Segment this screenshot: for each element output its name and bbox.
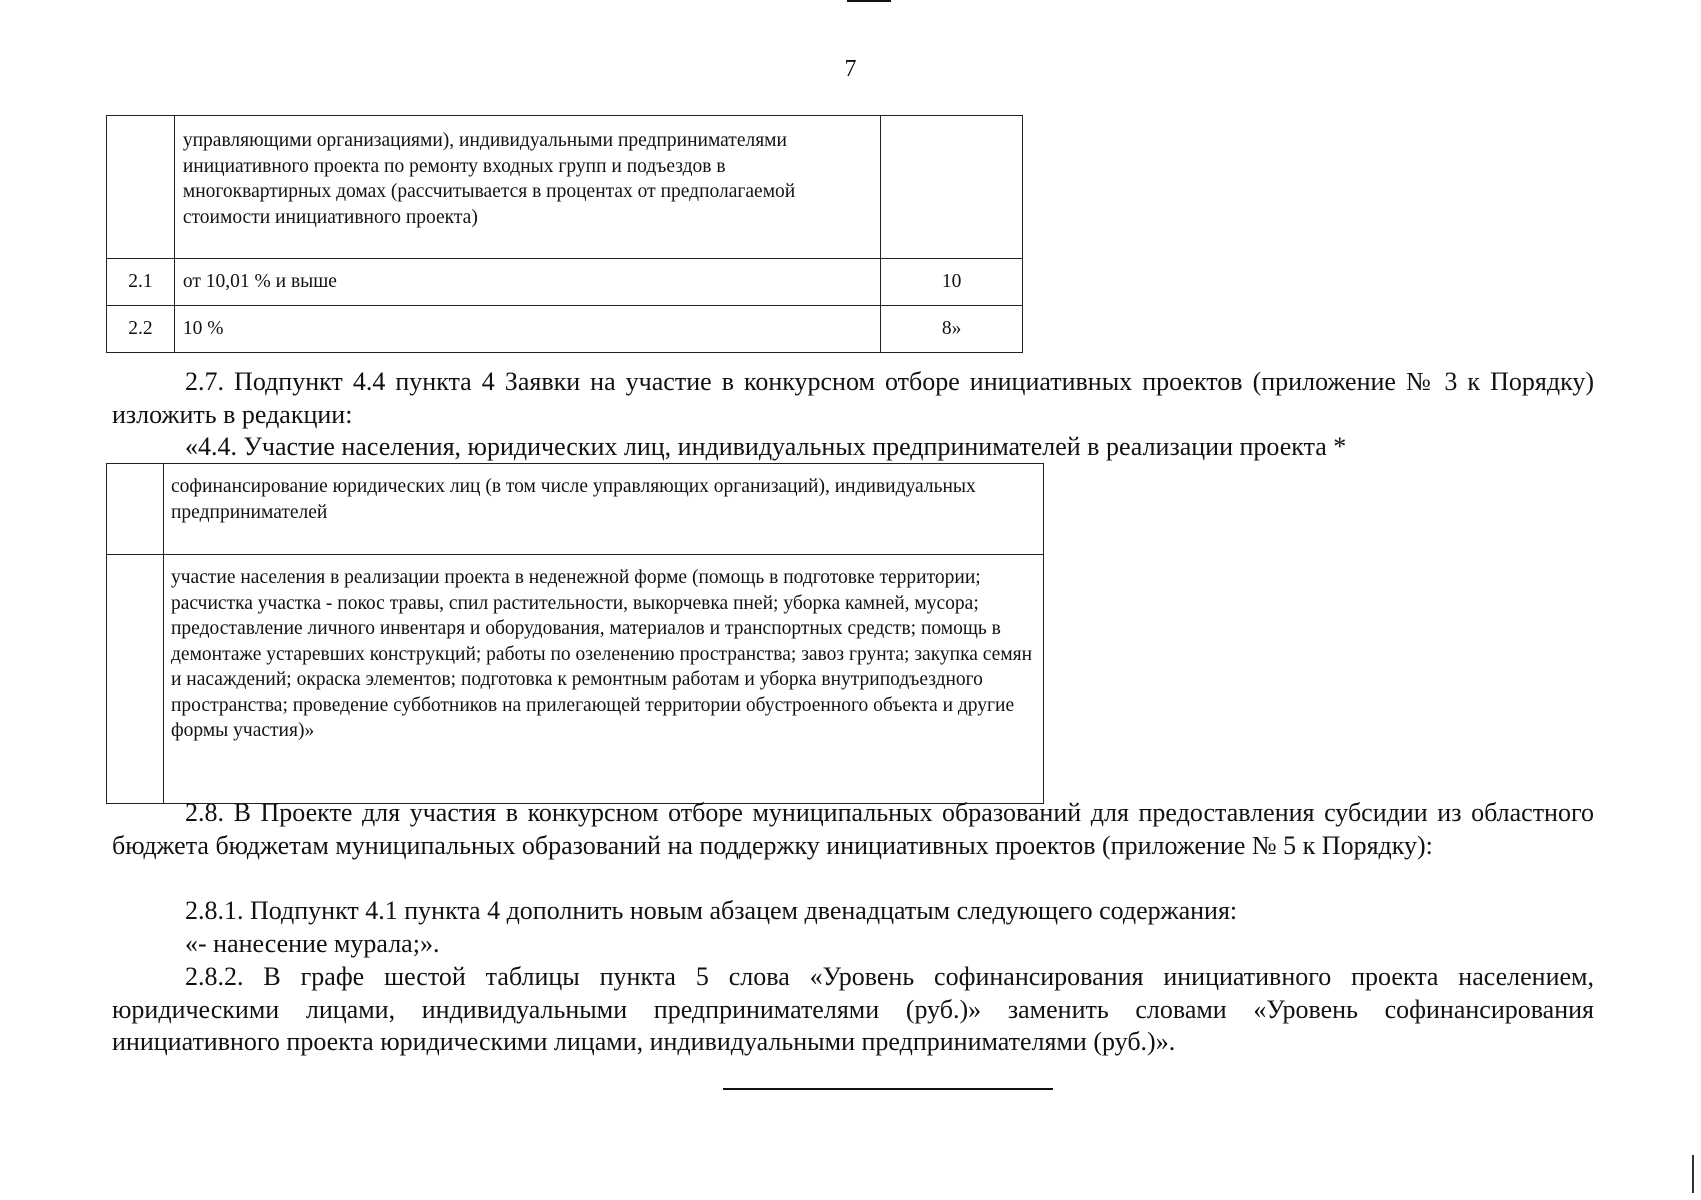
criteria-table	[106, 115, 1023, 353]
table-row	[107, 555, 1044, 804]
table-row	[107, 116, 1023, 259]
paragraph-2-8: 2.8. В Проекте для участия в конкурсном отборе муниципальных образований для предоставления субсидии из областного бюджета бюджетам муниципальных образований на поддержку инициативных проектов (приложение № 5 к Порядку):	[112, 798, 1594, 860]
points-cell: 10	[881, 259, 1023, 306]
page-number: 7	[844, 56, 857, 82]
paragraph-2-8-2: 2.8.2. В графе шестой таблицы пункта 5 слова «Уровень софинансирования инициативного проекта населением, юридическими лицами, индивидуальными предпринимателями (руб.)» заменить словами «Уровень софинансирования инициативного проекта юридическими лицами, индивидуальными предпринимателями (руб.)».	[112, 962, 1594, 1056]
bottom-separator-line	[723, 1088, 1053, 1090]
checkbox-cell	[107, 464, 164, 555]
participation-table	[106, 463, 1044, 804]
row-number-cell	[107, 116, 175, 259]
criteria-text-cell: управляющими организациями), индивидуальными предпринимателями инициативного проекта по ремонту входных групп и подъездов в многоквартирных домах (рассчитывается в процентах от предполагаемой стоимости инициативного проекта)	[174, 116, 880, 259]
table-row	[107, 306, 1023, 353]
paragraph-4-4-heading: «4.4. Участие населения, юридических лиц, индивидуальных предпринимателей в реализации проекта *	[185, 432, 1347, 461]
table-row	[107, 464, 1044, 555]
paragraph-2-8-1-quote: «- нанесение мурала;».	[185, 929, 440, 958]
participation-text-cell: участие населения в реализации проекта в неденежной форме (помощь в подготовке территории; расчистка участка - покос травы, спил растительности, выкорчевка пней; уборка камней, мусора; предоставление личного инвентаря и оборудования, материалов и транспортных средств; помощь в демонтаже устаревших конструкций; работы по озеленению пространства; завоз грунта; закупка семян и насаждений; окраска элементов; подготовка к ремонтным работам и уборка внутриподъездного пространства; проведение субботников на прилегающей территории обустроенного объекта и другие формы участия)»	[164, 555, 1044, 804]
scan-edge-mark	[1692, 1155, 1694, 1193]
criteria-text-cell: от 10,01 % и выше	[174, 259, 880, 306]
points-cell	[881, 116, 1023, 259]
paragraph-2-8-1: 2.8.1. Подпункт 4.1 пункта 4 дополнить новым абзацем двенадцатым следующего содержания:	[185, 896, 1238, 925]
table-row	[107, 259, 1023, 306]
top-separator-line	[847, 0, 891, 2]
paragraph-2-7: 2.7. Подпункт 4.4 пункта 4 Заявки на участие в конкурсном отборе инициативных проектов (приложение № 3 к Порядку) изложить в редакции:	[112, 367, 1594, 429]
row-number-cell: 2.1	[107, 259, 175, 306]
row-number-cell: 2.2	[107, 306, 175, 353]
points-cell: 8»	[881, 306, 1023, 353]
checkbox-cell	[107, 555, 164, 804]
participation-text-cell: софинансирование юридических лиц (в том числе управляющих организаций), индивидуальных предпринимателей	[164, 464, 1044, 555]
criteria-text-cell: 10 %	[174, 306, 880, 353]
